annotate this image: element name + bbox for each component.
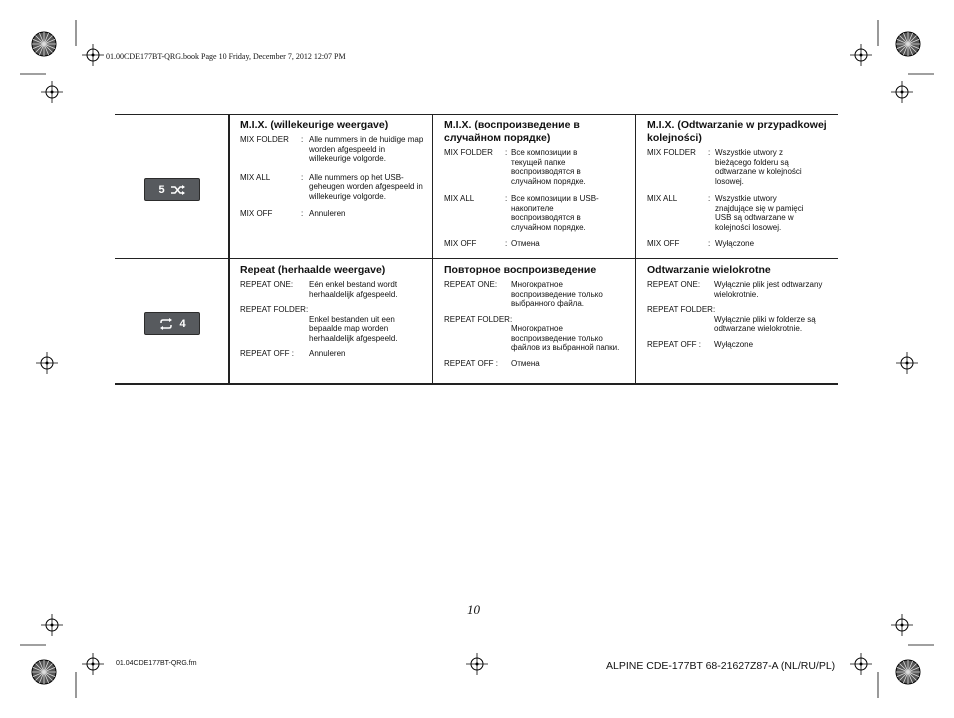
mix-title-ru: M.I.X. (воспроизведение в случайном порядке) xyxy=(444,119,580,144)
repeat-folder-key: REPEAT FOLDER: xyxy=(444,314,513,324)
mix-folder-row-nl xyxy=(240,135,425,164)
mix-folder-key: MIX FOLDER xyxy=(240,135,289,144)
page-number: 10 xyxy=(467,602,480,617)
repeat-off-key: REPEAT OFF : xyxy=(647,339,701,349)
mix-cell-pl xyxy=(647,119,832,249)
mix-all-row-pl xyxy=(647,194,832,232)
mix-all-row-nl xyxy=(240,173,425,202)
mix-button-icon xyxy=(144,178,200,201)
repeat-folder-key: REPEAT FOLDER: xyxy=(647,305,716,314)
book-header-line: 01.00CDE177BT-QRG.book Page 10 Friday, December 7, 2012 12:07 PM xyxy=(106,52,346,61)
repeat-title-ru: Повторное воспроизведение xyxy=(444,264,597,276)
mix-folder-key: MIX FOLDER xyxy=(444,148,493,157)
mix-off-row-nl xyxy=(240,209,425,219)
separator: : xyxy=(505,148,508,157)
mix-all-text: Все композиции в USB-накопителе воспроизводятся в случайном порядке. xyxy=(511,194,599,232)
shuffle-icon xyxy=(170,184,186,196)
repeat-one-row-ru xyxy=(444,280,629,309)
separator: : xyxy=(505,239,508,248)
mix-off-text: Отмена xyxy=(511,239,540,248)
mix-folder-text: Wszystkie utwory z bieżącego folderu są odtwarzane w kolejności losowej. xyxy=(715,148,802,186)
mix-off-row-pl xyxy=(647,239,832,249)
table-row-divider xyxy=(115,258,838,259)
mix-all-key: MIX ALL xyxy=(444,194,475,203)
mix-all-row-ru xyxy=(444,194,629,232)
mix-all-key: MIX ALL xyxy=(647,194,678,203)
repeat-icon xyxy=(158,318,174,330)
repeat-off-row-pl xyxy=(647,340,832,350)
mix-off-row-ru xyxy=(444,239,629,249)
repeat-one-text: Многократное воспроизведение только выбранного файла. xyxy=(511,280,603,308)
repeat-one-key: REPEAT ONE: xyxy=(647,280,701,289)
repeat-folder-text: Enkel bestanden uit een bepaalde map worden herhaaldelijk afgespeeld. xyxy=(309,314,398,343)
separator: : xyxy=(301,172,304,182)
mix-off-key: MIX OFF xyxy=(444,239,477,248)
mix-off-key: MIX OFF xyxy=(647,239,680,248)
repeat-folder-text: Многократное воспроизведение только файлов из выбранной папки. xyxy=(511,324,620,352)
repeat-button-number: 4 xyxy=(179,317,186,330)
separator: : xyxy=(708,239,711,248)
repeat-off-key: REPEAT OFF : xyxy=(444,358,498,368)
mix-title-pl: M.I.X. (Odtwarzanie w przypadkowej kolejności) xyxy=(647,119,827,144)
separator: : xyxy=(505,194,508,203)
table-top-rule xyxy=(115,114,838,115)
mix-folder-key: MIX FOLDER xyxy=(647,148,696,157)
mix-cell-nl xyxy=(240,119,425,219)
mix-off-text: Annuleren xyxy=(309,209,346,218)
table-column-divider xyxy=(635,114,636,385)
mix-folder-row-ru xyxy=(444,148,629,186)
footer-model-line: ALPINE CDE-177BT 68-21627Z87-A (NL/RU/PL) xyxy=(606,660,836,672)
repeat-one-key: REPEAT ONE: xyxy=(444,280,498,289)
separator: : xyxy=(708,194,711,203)
repeat-cell-ru xyxy=(444,264,629,368)
repeat-one-row-pl xyxy=(647,280,832,299)
mix-button-number: 5 xyxy=(158,183,165,196)
separator: : xyxy=(708,148,711,157)
repeat-cell-pl xyxy=(647,264,832,349)
repeat-one-row-nl xyxy=(240,280,425,299)
repeat-off-text: Отмена xyxy=(511,358,540,368)
repeat-off-key: REPEAT OFF : xyxy=(240,349,294,358)
table-column-divider xyxy=(432,114,433,385)
repeat-one-key: REPEAT ONE: xyxy=(240,280,294,289)
repeat-cell-nl xyxy=(240,264,425,359)
mix-folder-text: Alle nummers in de huidige map worden afgespeeld in willekeurige volgorde. xyxy=(309,135,424,163)
repeat-one-text: Wyłącznie plik jest odtwarzany wielokrotnie. xyxy=(714,280,823,299)
repeat-off-row-ru xyxy=(444,359,629,369)
mix-folder-text: Все композиции в текущей папке воспроизводятся в случайном порядке. xyxy=(511,148,586,186)
mix-folder-row-pl xyxy=(647,148,832,186)
mix-title-nl: M.I.X. (willekeurige weergave) xyxy=(240,119,389,131)
separator: : xyxy=(301,209,304,218)
repeat-folder-key: REPEAT FOLDER: xyxy=(240,305,309,314)
repeat-title-pl: Odtwarzanie wielokrotne xyxy=(647,264,771,276)
mix-cell-ru xyxy=(444,119,629,249)
function-table xyxy=(115,114,838,385)
repeat-folder-text: Wyłącznie pliki w folderze są odtwarzane wielokrotnie. xyxy=(714,314,816,333)
mix-all-key: MIX ALL xyxy=(240,172,271,182)
repeat-off-text: Wyłączone xyxy=(714,339,754,349)
table-bottom-rule xyxy=(115,383,838,385)
table-column-divider xyxy=(228,114,230,385)
mix-all-text: Alle nummers op het USB-geheugen worden afgespeeld in willekeurige volgorde. xyxy=(309,172,423,201)
mix-off-key: MIX OFF xyxy=(240,209,273,218)
repeat-off-text: Annuleren xyxy=(309,349,346,358)
repeat-title-nl: Repeat (herhaalde weergave) xyxy=(240,264,386,276)
repeat-button-icon xyxy=(144,312,200,335)
mix-off-text: Wyłączone xyxy=(715,239,755,248)
repeat-one-text: Eén enkel bestand wordt herhaaldelijk afgespeeld. xyxy=(309,280,398,299)
footer-file-name: 01.04CDE177BT-QRG.fm xyxy=(116,660,197,667)
separator: : xyxy=(301,135,304,144)
repeat-off-row-nl xyxy=(240,349,425,359)
mix-all-text: Wszystkie utwory znajdujące się w pamięci USB są odtwarzane w kolejności losowej. xyxy=(715,194,804,232)
